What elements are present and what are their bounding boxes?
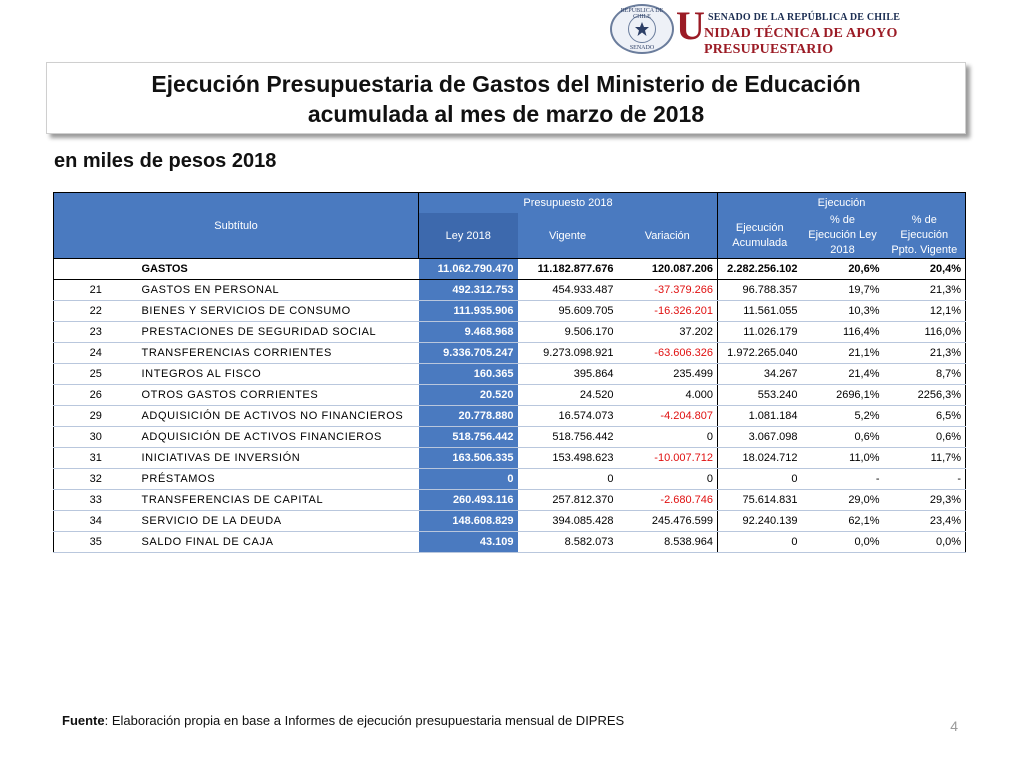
brand-unit-name: NIDAD TÉCNICA DE APOYO PRESUPUESTARIO [704,26,898,57]
cell-code: 24 [54,343,138,364]
cell-pct-vigente: 6,5% [884,406,966,427]
cell-vigente: 0 [518,469,618,490]
cell-vigente: 394.085.428 [518,511,618,532]
source-text: : Elaboración propia en base a Informes de ejecución presupuestaria mensual de DIPRES [104,713,625,728]
cell-pct-ley: 29,0% [802,490,884,511]
page-number: 4 [950,718,958,734]
page-title-line1: Ejecución Presupuestaria de Gastos del Ministerio de Educación [151,71,861,97]
cell-pct-vigente: 0,0% [884,532,966,553]
cell-pct-vigente: 0,6% [884,427,966,448]
cell-vigente: 8.582.073 [518,532,618,553]
cell-name: OTROS GASTOS CORRIENTES [138,385,419,406]
cell-code: 35 [54,532,138,553]
cell-name: INTEGROS AL FISCO [138,364,419,385]
cell-ley: 260.493.116 [419,490,518,511]
budget-table [53,192,966,553]
units-subtitle: en miles de pesos 2018 [54,150,277,172]
cell-code: 25 [54,364,138,385]
cell-variacion: 245.476.599 [618,511,718,532]
cell-variacion: -10.007.712 [618,448,718,469]
table-row [54,448,966,469]
cell-code: 29 [54,406,138,427]
cell-name: GASTOS [138,259,419,280]
cell-ejecucion: 1.081.184 [718,406,802,427]
cell-pct-ley: 19,7% [802,280,884,301]
header-pct-vigente: % de Ejecución Ppto. Vigente [884,213,966,259]
cell-pct-vigente: - [884,469,966,490]
cell-variacion: -16.326.201 [618,301,718,322]
cell-variacion: 8.538.964 [618,532,718,553]
cell-variacion: -4.204.807 [618,406,718,427]
cell-vigente: 11.182.877.676 [518,259,618,280]
cell-name: ADQUISICIÓN DE ACTIVOS FINANCIEROS [138,427,419,448]
source-note [62,713,624,728]
cell-ley: 20.520 [419,385,518,406]
cell-code [54,259,138,280]
cell-pct-ley: 62,1% [802,511,884,532]
title-box [46,62,966,134]
cell-pct-vigente: 21,3% [884,280,966,301]
cell-vigente: 16.574.073 [518,406,618,427]
cell-pct-ley: 20,6% [802,259,884,280]
cell-vigente: 9.506.170 [518,322,618,343]
table-row [54,490,966,511]
cell-vigente: 9.273.098.921 [518,343,618,364]
cell-ejecucion: 1.972.265.040 [718,343,802,364]
table-row [54,532,966,553]
header-ley: Ley 2018 [419,213,518,259]
cell-vigente: 518.756.442 [518,427,618,448]
cell-pct-vigente: 116,0% [884,322,966,343]
cell-pct-vigente: 20,4% [884,259,966,280]
cell-vigente: 257.812.370 [518,490,618,511]
table-row [54,511,966,532]
cell-pct-ley: 10,3% [802,301,884,322]
cell-ejecucion: 75.614.831 [718,490,802,511]
cell-code: 22 [54,301,138,322]
cell-code: 26 [54,385,138,406]
cell-pct-vigente: 8,7% [884,364,966,385]
header-subtitulo: Subtítulo [54,193,419,259]
cell-variacion: -2.680.746 [618,490,718,511]
cell-ejecucion: 2.282.256.102 [718,259,802,280]
cell-ley: 148.608.829 [419,511,518,532]
cell-name: GASTOS EN PERSONAL [138,280,419,301]
cell-code: 23 [54,322,138,343]
page-title-line2: acumulada al mes de marzo de 2018 [307,101,705,127]
cell-name: PRÉSTAMOS [138,469,419,490]
cell-ejecucion: 34.267 [718,364,802,385]
cell-ejecucion: 3.067.098 [718,427,802,448]
cell-pct-ley: - [802,469,884,490]
cell-variacion: -37.379.266 [618,280,718,301]
cell-pct-vigente: 23,4% [884,511,966,532]
cell-variacion: 0 [618,427,718,448]
cell-pct-vigente: 2256,3% [884,385,966,406]
header-variacion: Variación [618,213,718,259]
cell-code: 31 [54,448,138,469]
cell-pct-ley: 2696,1% [802,385,884,406]
table-row-total [54,259,966,280]
header-ejecucion-acumulada: Ejecución Acumulada [718,213,802,259]
table-row [54,301,966,322]
header-presupuesto: Presupuesto 2018 [419,193,718,214]
cell-pct-ley: 116,4% [802,322,884,343]
cell-ejecucion: 0 [718,469,802,490]
cell-code: 32 [54,469,138,490]
cell-variacion: 4.000 [618,385,718,406]
cell-name: PRESTACIONES DE SEGURIDAD SOCIAL [138,322,419,343]
table-row [54,343,966,364]
cell-variacion: 0 [618,469,718,490]
cell-name: TRANSFERENCIAS CORRIENTES [138,343,419,364]
cell-pct-vigente: 12,1% [884,301,966,322]
cell-ejecucion: 18.024.712 [718,448,802,469]
cell-vigente: 454.933.487 [518,280,618,301]
cell-pct-ley: 21,1% [802,343,884,364]
cell-ley: 9.336.705.247 [419,343,518,364]
header-vigente: Vigente [518,213,618,259]
cell-ejecucion: 92.240.139 [718,511,802,532]
cell-vigente: 95.609.705 [518,301,618,322]
cell-code: 33 [54,490,138,511]
cell-ejecucion: 96.788.357 [718,280,802,301]
cell-name: SERVICIO DE LA DEUDA [138,511,419,532]
table-row [54,406,966,427]
cell-ley: 163.506.335 [419,448,518,469]
table-row [54,427,966,448]
cell-code: 30 [54,427,138,448]
cell-vigente: 24.520 [518,385,618,406]
cell-name: BIENES Y SERVICIOS DE CONSUMO [138,301,419,322]
cell-name: ADQUISICIÓN DE ACTIVOS NO FINANCIEROS [138,406,419,427]
cell-pct-ley: 0,6% [802,427,884,448]
header-ejecucion: Ejecución [718,193,966,214]
cell-pct-ley: 0,0% [802,532,884,553]
cell-ley: 492.312.753 [419,280,518,301]
cell-ley: 518.756.442 [419,427,518,448]
cell-ley: 0 [419,469,518,490]
cell-ley: 11.062.790.470 [419,259,518,280]
cell-ley: 9.468.968 [419,322,518,343]
brand-senate-name: SENADO DE LA REPÚBLICA DE CHILE [708,12,901,23]
cell-vigente: 153.498.623 [518,448,618,469]
cell-pct-vigente: 21,3% [884,343,966,364]
cell-pct-ley: 5,2% [802,406,884,427]
header-pct-ley: % de Ejecución Ley 2018 [802,213,884,259]
senate-seal-logo [610,4,674,54]
table-row [54,322,966,343]
cell-variacion: 37.202 [618,322,718,343]
cell-code: 21 [54,280,138,301]
cell-variacion: -63.606.326 [618,343,718,364]
cell-ejecucion: 11.026.179 [718,322,802,343]
table-row [54,364,966,385]
cell-ley: 20.778.880 [419,406,518,427]
cell-name: TRANSFERENCIAS DE CAPITAL [138,490,419,511]
budget-table-wrap [53,192,965,553]
cell-pct-vigente: 11,7% [884,448,966,469]
cell-name: SALDO FINAL DE CAJA [138,532,419,553]
source-label: Fuente [62,713,105,728]
cell-ley: 111.935.906 [419,301,518,322]
table-row [54,385,966,406]
cell-code: 34 [54,511,138,532]
table-row [54,280,966,301]
cell-ley: 43.109 [419,532,518,553]
cell-ejecucion: 553.240 [718,385,802,406]
cell-pct-ley: 11,0% [802,448,884,469]
cell-ejecucion: 0 [718,532,802,553]
seal-bottom-text: SENADO [629,45,655,51]
table-row [54,469,966,490]
cell-ejecucion: 11.561.055 [718,301,802,322]
cell-pct-ley: 21,4% [802,364,884,385]
brand-initial: U [676,3,705,48]
cell-name: INICIATIVAS DE INVERSIÓN [138,448,419,469]
seal-top-text: REPÚBLICA DE CHILE [620,8,664,20]
cell-variacion: 235.499 [618,364,718,385]
cell-vigente: 395.864 [518,364,618,385]
cell-ley: 160.365 [419,364,518,385]
cell-pct-vigente: 29,3% [884,490,966,511]
cell-variacion: 120.087.206 [618,259,718,280]
